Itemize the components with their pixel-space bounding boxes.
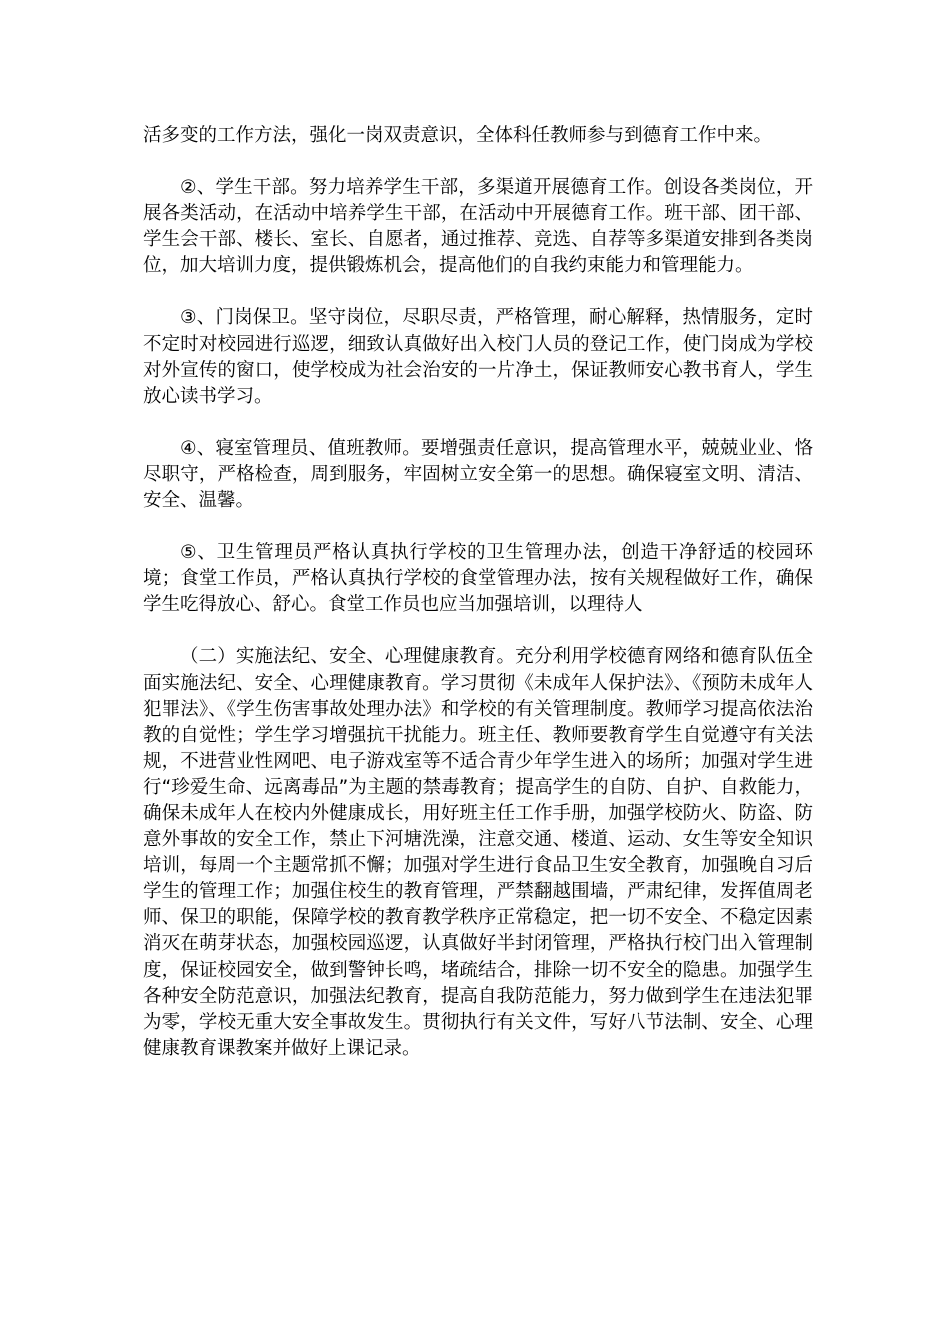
paragraph-continuation: 活多变的工作方法，强化一岗双责意识，全体科任教师参与到德育工作中来。 — [143, 125, 773, 146]
paragraph-gap — [143, 514, 813, 540]
paragraph-gap — [143, 149, 813, 175]
paragraph-student-cadres: ②、学生干部。努力培养学生干部，多渠道开展德育工作。创设各类岗位，开展各类活动，在活动中培养学生干部，在活动中开展德育工作。班干部、团干部、学生会干部、楼长、室长、自愿者，通过推荐、竞选、自荐等多渠道安排到各类岗位，加大培训力度，提供锻炼机会，提高他们的自我约束能力和管理能力。 — [143, 177, 813, 277]
paragraph-gap — [143, 410, 813, 436]
paragraph-gate-security: ③、门岗保卫。坚守岗位，尽职尽责，严格管理，耐心解释，热情服务，定时不定时对校园进行巡逻，细致认真做好出入校门人员的登记工作，使门岗成为学校对外宣传的窗口，使学校成为社会治安的一片净土，保证教师安心教书育人，学生放心读书学习。 — [143, 307, 813, 407]
paragraph-gap — [143, 618, 813, 644]
paragraph-hygiene-canteen: ⑤、卫生管理员严格认真执行学校的卫生管理办法，创造干净舒适的校园环境；食堂工作员，严格认真执行学校的食堂管理办法，按有关规程做好工作，确保学生吃得放心、舒心。食堂工作员也应当加强培训，以理待人 — [143, 542, 813, 616]
paragraph-safety-education: （二）实施法纪、安全、心理健康教育。充分利用学校德育网络和德育队伍全面实施法纪、安全、心理健康教育。学习贯彻《未成年人保护法》、《预防未成年人犯罪法》、《学生伤害事故处理办法》和学校的有关管理制度。教师学习提高依法治教的自觉性；学生学习增强抗干扰能力。班主任、教师要教育学生自觉遵守有关法规，不进营业性网吧、电子游戏室等不适合青少年学生进入的场所；加强对学生进行“珍爱生命、远离毒品”为主题的禁毒教育；提高学生的自防、自护、自救能力，确保未成年人在校内外健康成长，用好班主任工作手册，加强学校防火、防盗、防意外事故的安全工作，禁止下河塘洗澡，注意交通、楼道、运动、女生等安全知识培训，每周一个主题常抓不懈；加强对学生进行食品卫生安全教育，加强晚自习后学生的管理工作；加强住校生的教育管理，严禁翻越围墙，严肃纪律，发挥值周老师、保卫的职能，保障学校的教育教学秩序正常稳定，把一切不安全、不稳定因素消灭在萌芽状态，加强校园巡逻，认真做好半封闭管理，严格执行校门出入管理制度，保证校园安全，做到警钟长鸣，堵疏结合，排除一切不安全的隐患。加强学生各种安全防范意识，加强法纪教育，提高自我防范能力，努力做到学生在违法犯罪为零，学校无重大安全事故发生。贯彻执行有关文件，写好八节法制、安全、心理健康教育课教案并做好上课记录。 — [143, 646, 813, 1059]
document-body — [143, 123, 813, 1062]
paragraph-gap — [143, 279, 813, 305]
paragraph-dorm-managers: ④、寝室管理员、值班教师。要增强责任意识，提高管理水平，兢兢业业、恪尽职守，严格检查，周到服务，牢固树立安全第一的思想。确保寝室文明、清洁、安全、温馨。 — [143, 437, 813, 512]
